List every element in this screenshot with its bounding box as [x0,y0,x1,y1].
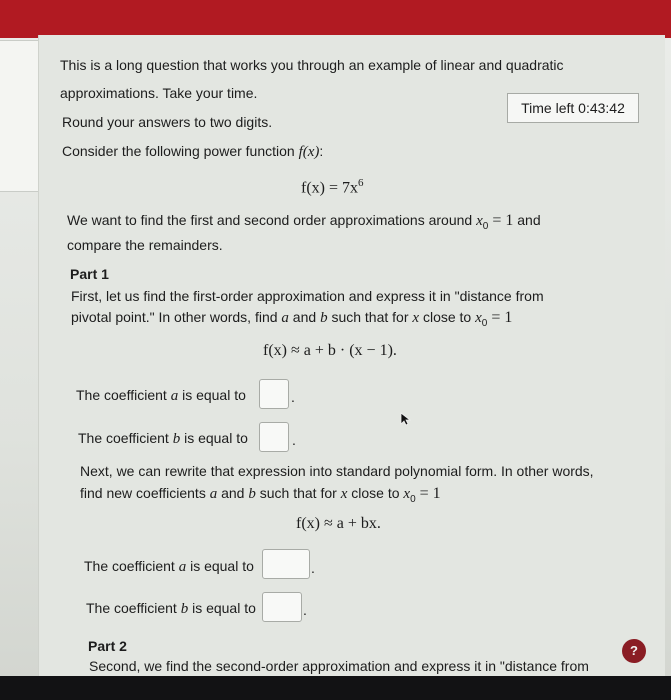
goal-x0-sub: 0 [482,220,489,232]
goal-prefix: We want to find the first and second order approximations around [67,212,477,228]
next-close: close to [347,485,404,501]
goal-x0: x [476,213,483,229]
help-button[interactable]: ? [622,639,646,663]
part1-var-x0: x [475,310,482,326]
next-and: and [217,485,249,501]
coef2-b-label [86,598,256,620]
coefficient-b-input[interactable] [259,422,289,452]
left-side-panel[interactable] [0,40,39,192]
intro-line-1: This is a long question that works you through an example of linear and quadratic [60,57,564,73]
goal-line-1 [67,210,541,237]
coef-a-label [76,385,246,407]
part1-close: close to [419,309,476,325]
coef-b-period: . [292,432,296,448]
part1-x0-sub: 0 [481,317,488,329]
next-line-2 [80,483,441,510]
round-instruction: Round your answers to two digits. [62,114,273,130]
coef-b-prefix: The coefficient [78,430,173,446]
mouse-cursor-icon [400,412,412,426]
coef2-b-suffix: is equal to [188,600,256,616]
part2-title: Part 2 [88,638,127,654]
part1-line-1: First, let us find the first-order approximation and express it in "distance from [71,288,544,304]
next-mid: such that for [255,485,341,501]
consider-func: f(x) [298,144,320,160]
goal-eq: = 1 [488,212,514,229]
power-function-exponent: 6 [358,177,364,189]
coef-a-prefix: The coefficient [76,387,171,403]
coef-b-var: b [172,431,181,447]
part2-line-1: Second, we find the second-order approximation and express it in "distance from [89,658,589,674]
coef2-b-var: b [180,601,189,617]
power-function [301,173,364,198]
next-x0-sub: 0 [410,493,416,505]
coefficient-a-standard-input[interactable] [262,549,310,579]
coef2-a-period: . [311,560,315,576]
part1-mid: such that for [327,309,413,325]
goal-line-2: compare the remainders. [67,237,223,253]
browser-top-bar [0,0,671,38]
coef-a-var: a [170,388,179,404]
next-line2-prefix: find new coefficients [80,485,210,501]
next-var-a: a [209,486,218,502]
bottom-bezel [0,676,671,700]
part1-line2-prefix: pivotal point." In other words, find [71,309,282,325]
coef2-a-prefix: The coefficient [84,558,179,574]
part1-var-a: a [281,310,289,326]
coef-a-suffix: is equal to [178,387,246,403]
next-eq: = 1 [415,485,441,502]
coef-a-period: . [291,389,295,405]
consider-suffix: : [319,143,324,159]
coef2-b-period: . [303,602,307,618]
part1-title: Part 1 [70,266,109,282]
next-var-b: b [248,486,256,502]
coefficient-b-standard-input[interactable] [262,592,302,622]
next-var-x0: x [403,486,411,502]
time-left-badge: Time left 0:43:42 [507,93,639,123]
coef-b-suffix: is equal to [180,430,248,446]
part1-var-b: b [320,310,328,326]
coef2-b-prefix: The coefficient [86,600,181,616]
coef2-a-suffix: is equal to [186,558,254,574]
standard-form-formula: f(x) ≈ a + bx. [296,515,381,532]
coef2-a-label [84,556,254,578]
part1-line-2 [71,307,512,334]
consider-prefix: Consider the following power function [62,143,299,159]
question-card [38,35,665,695]
next-var-x: x [340,486,348,502]
first-order-formula: f(x) ≈ a + b · (x − 1). [263,342,397,359]
power-function-lhs: f(x) = 7x [301,179,359,197]
consider-line [62,141,323,163]
coef-b-label [78,428,248,450]
coef2-a-var: a [178,559,187,575]
part1-eq: = 1 [487,309,513,326]
next-line-1: Next, we can rewrite that expression into standard polynomial form. In other words, [80,463,594,479]
intro-line-2: approximations. Take your time. [60,85,258,101]
goal-suffix: and [513,212,541,228]
coefficient-a-input[interactable] [259,379,289,409]
part1-var-x: x [412,310,420,326]
part1-and: and [288,309,321,325]
